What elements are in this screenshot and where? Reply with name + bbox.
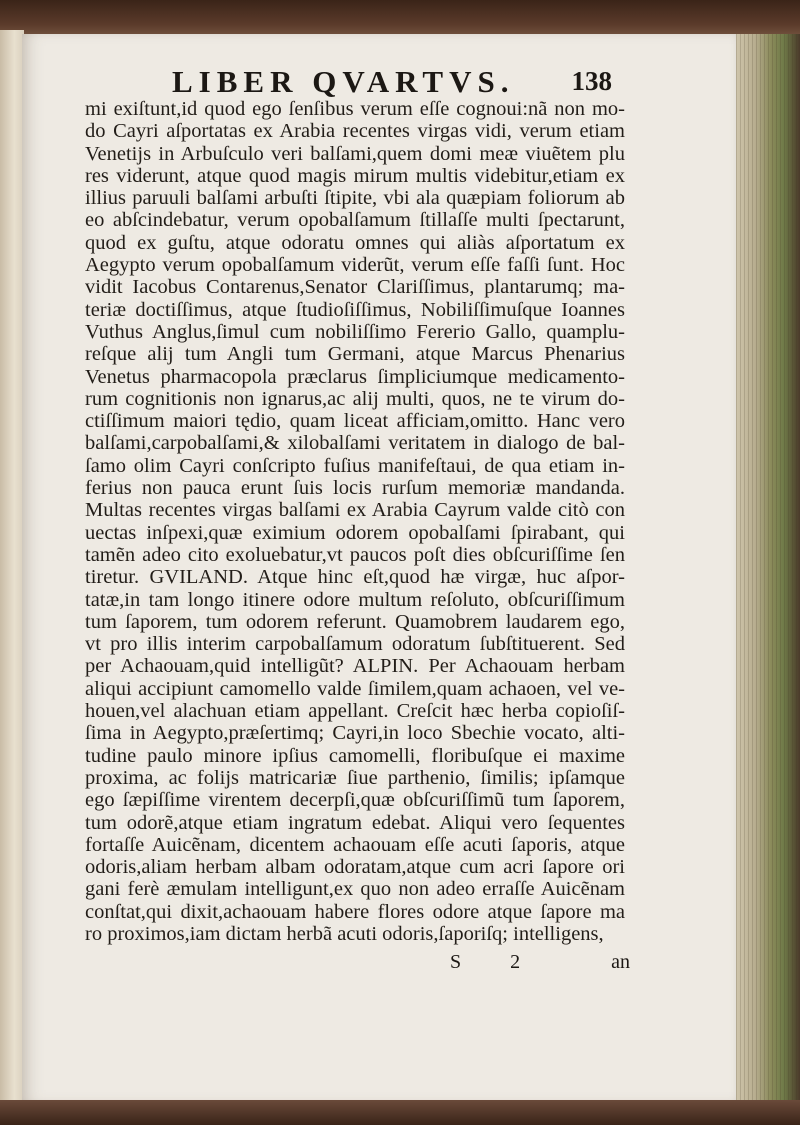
left-binding-edge	[0, 30, 24, 1100]
catchword: an	[611, 951, 630, 973]
page-fore-edge	[736, 34, 800, 1104]
text-line: do Cayri aſportatas ex Arabia recentes virgas vidi, verum etiam	[85, 120, 625, 143]
text-line: gani ferè æmulam intelligunt,ex quo non adeo erraſſe Auicẽnam	[85, 878, 625, 901]
text-line: vidit Iacobus Contarenus,Senator Clariſſimus, plantarumq; ma-	[85, 276, 625, 299]
text-line: ctiſſimum maiori tędio, quam liceat afficiam,omitto. Hanc vero	[85, 410, 625, 433]
text-line: Vuthus Anglus,ſimul cum nobiliſſimo Fererio Gallo, quamplu-	[85, 320, 625, 343]
text-line: houen,vel alachuan etiam appellant. Creſcit hæc herba copioſiſ-	[85, 700, 625, 723]
text-line: res viderunt, atque quod magis mirum multis videbitur,etiam ex	[85, 164, 625, 187]
text-line: ſamo olim Cayri conſcripto fuſius manifeſtaui, de qua etiam in-	[85, 454, 625, 477]
text-line: Venetus pharmacopola præclarus ſimpliciumque medicamento-	[85, 365, 625, 388]
text-line: conſtat,qui dixit,achaouam habere flores odore atque ſapore ma	[85, 900, 625, 923]
text-line: reſque alij tum Angli tum Germani, atque Marcus Phenarius	[85, 343, 625, 366]
text-line: mi exiſtunt,id quod ego ſenſibus verum eſſe cognoui:nã non mo-	[85, 98, 625, 120]
text-line: vt pro illis interim carpobalſamum odoratum ſubſtituerent. Sed	[85, 633, 625, 656]
text-line: illius paruuli balſami arbuſti ſtipite, vbi ala quæpiam foliorum ab	[85, 187, 625, 210]
text-line: ferius non pauca erunt ſuis locis rurſum memoriæ mandanda.	[85, 477, 625, 500]
text-line: tiretur. GVILAND. Atque hinc eſt,quod hæ virgæ, huc aſpor-	[85, 566, 625, 589]
signature-mark: S 2	[450, 951, 543, 973]
text-line: teriæ doctiſſimus, atque ſtudioſiſſimus, Nobiliſſimuſque Ioannes	[85, 298, 625, 321]
text-line: fortaſſe Auicẽnam, dicentem achaouam eſſe acuti ſaporis, atque	[85, 833, 625, 856]
body-text	[85, 98, 625, 945]
text-line: balſami,carpobalſami,& xilobalſami veritatem in dialogo de bal-	[85, 432, 625, 455]
text-line: proxima, ac folijs matricariæ ſiue parthenio, ſimilis; ipſamque	[85, 766, 625, 789]
text-line: ſima in Aegypto,præſertimq; Cayri,in loco Sbechie vocato, alti-	[85, 722, 625, 745]
page-number: 138	[571, 66, 612, 96]
text-line: quod ex guſtu, atque odoratu omnes qui aliàs aſportatum ex	[85, 231, 625, 254]
running-title: LIBER QVARTVS.	[172, 64, 515, 99]
page-header	[172, 64, 612, 100]
text-line: tum ſaporem, tum odorem referunt. Quamobrem laudarem ego,	[85, 610, 625, 633]
text-line: Aegypto verum opobalſamum viderũt, verum eſſe faſſi ſunt. Hoc	[85, 254, 625, 277]
page-footer	[450, 951, 630, 977]
text-line: tatæ,in tam longo itinere odore multum reſoluto, obſcuriſſimum	[85, 588, 625, 611]
text-line: eo abſcindebatur, verum opobalſamum ſtillaſſe multi ſpectarunt,	[85, 209, 625, 232]
bottom-binding-edge	[0, 1100, 800, 1125]
text-line: aliqui accipiunt camomello valde ſimilem,quam achaoen, vel ve-	[85, 677, 625, 700]
text-line: rum cognitionis non ignarus,ac alij multi, quos, ne te virum do-	[85, 387, 625, 410]
text-line: Multas recentes virgas balſami ex Arabia Cayrum valde citò con	[85, 499, 625, 522]
text-line: ego ſæpiſſime virentem decerpſi,quæ obſcuriſſimũ tum ſaporem,	[85, 789, 625, 812]
text-line: odoris,aliam herbam albam odoratam,atque cum acri ſapore ori	[85, 856, 625, 879]
text-line: tamẽn adeo cito exoluebatur,vt paucos poſt dies obſcuriſſime ſen	[85, 543, 625, 566]
text-line: per Achaouam,quid intelligũt? ALPIN. Per Achaouam herbam	[85, 655, 625, 678]
text-line: tum odorẽ,atque etiam ingratum edebat. Aliqui vero ſequentes	[85, 811, 625, 834]
text-line: ro proximos,iam dictam herbã acuti odoris,ſaporiſq; intelligens,	[85, 922, 604, 945]
text-line: Venetijs in Arbuſculo veri balſami,quem domi meæ viuẽtem plu	[85, 142, 625, 165]
text-line: uectas inſpexi,quæ eximium odorem opobalſami ſpirabant, qui	[85, 521, 625, 544]
text-line: tudine paulo minore ipſius camomelli, floribuſque ei maxime	[85, 744, 625, 767]
